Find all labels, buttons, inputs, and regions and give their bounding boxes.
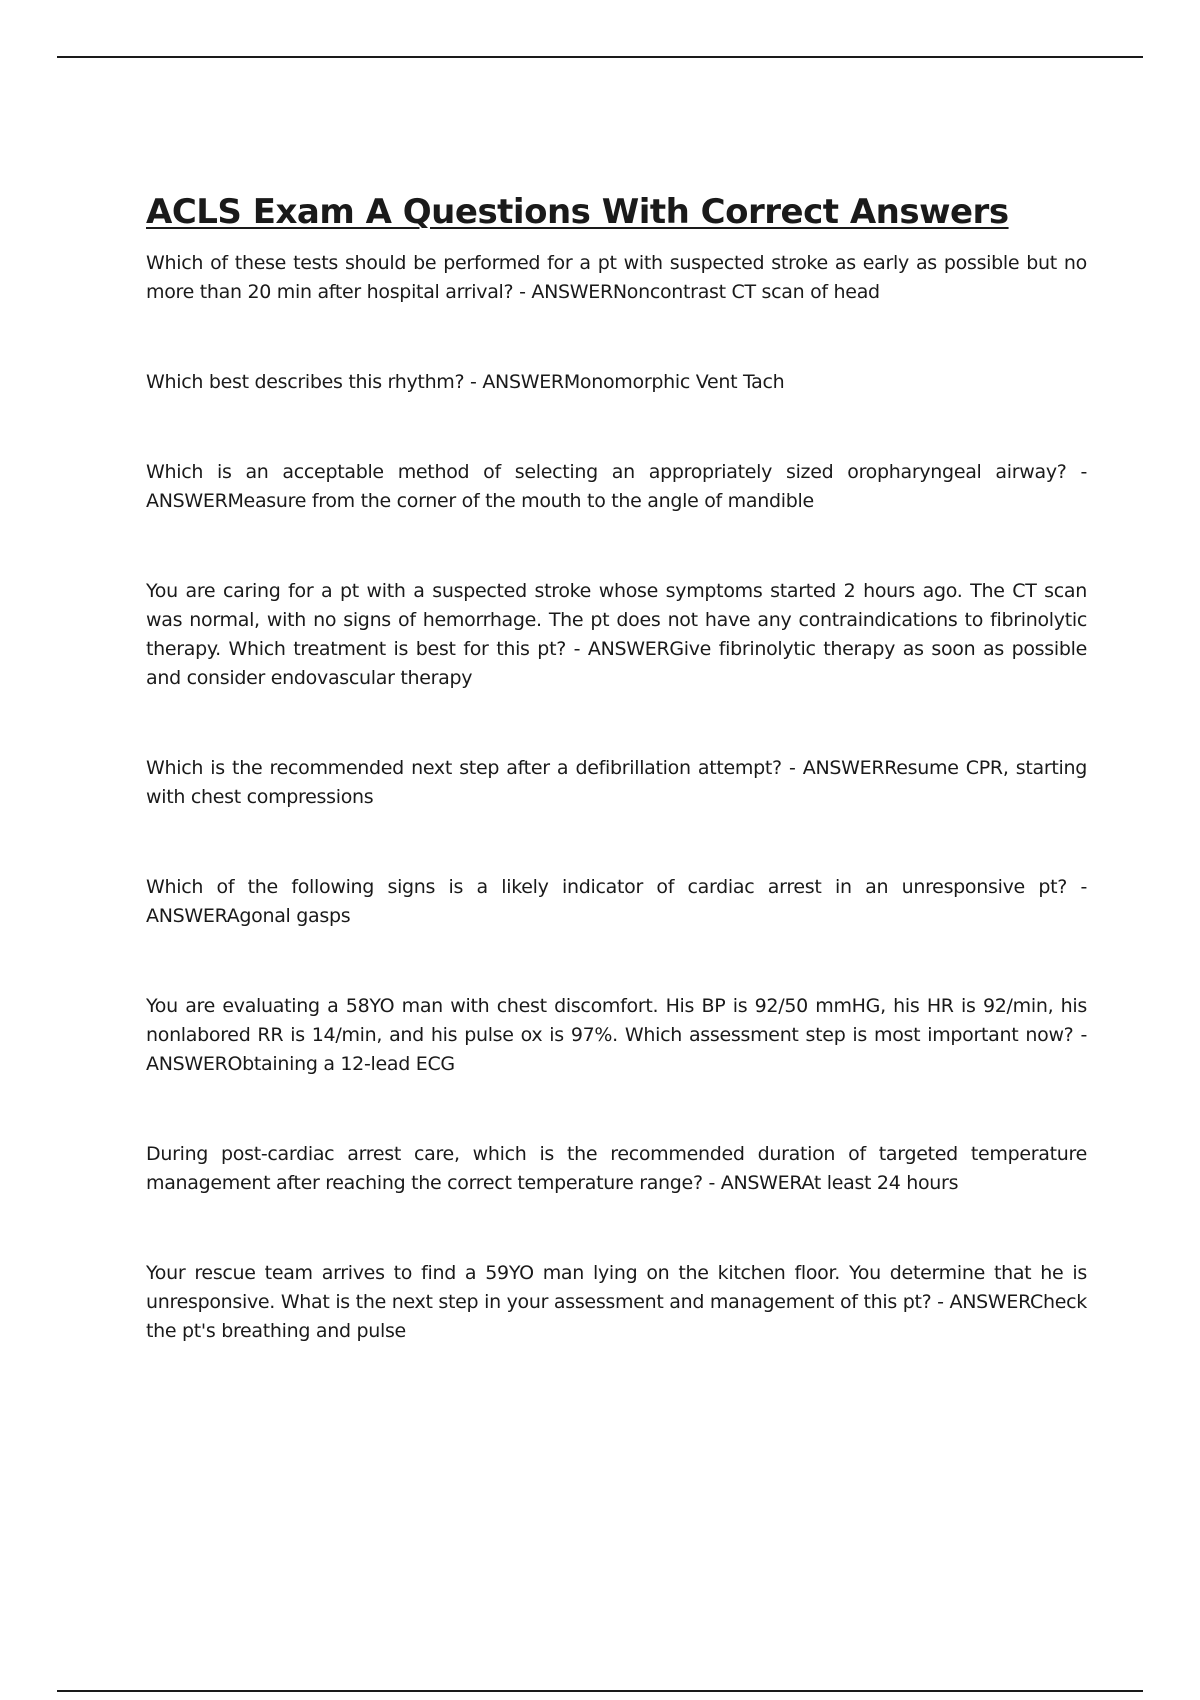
question-text: Which of the following signs is a likely indicator of cardiac arrest in an unresponsive pt? [146, 876, 1068, 898]
question-text: Which is the recommended next step after a defibrillation attempt? [146, 757, 782, 779]
qa-item [146, 754, 1087, 812]
footer-rule [57, 1690, 1143, 1692]
answer-text: ANSWERCheck the pt's breathing and pulse [146, 1291, 1087, 1342]
separator: - [1073, 1024, 1087, 1046]
qa-list [146, 249, 1087, 1346]
answer-text: ANSWERMeasure from the corner of the mouth to the angle of mandible [146, 490, 814, 512]
answer-text: ANSWERGive fibrinolytic therapy as soon as possible and consider endovascular therapy [146, 638, 1087, 689]
question-text: Which best describes this rhythm? [146, 371, 465, 393]
separator: - [702, 1172, 721, 1194]
qa-item [146, 577, 1087, 693]
separator: - [513, 281, 532, 303]
header-rule [57, 56, 1143, 58]
qa-item [146, 992, 1087, 1079]
qa-item [146, 249, 1087, 307]
question-text: Which of these tests should be performed for a pt with suspected stroke as early as possible but no more than 20 min after hospital arrival? [146, 252, 1087, 303]
qa-item [146, 1140, 1087, 1198]
question-text: You are caring for a pt with a suspected stroke whose symptoms started 2 hours ago. The CT scan was normal, with no signs of hemorrhage. The pt does not have any contraindications to fibrinolytic therapy. Which treatment is best for this pt? [146, 580, 1087, 660]
separator: - [1066, 461, 1088, 483]
answer-text: ANSWERAgonal gasps [146, 905, 351, 927]
separator: - [781, 757, 803, 779]
answer-text: ANSWERObtaining a 12-lead ECG [146, 1053, 455, 1075]
answer-text: ANSWERMonomorphic Vent Tach [482, 371, 785, 393]
answer-text: ANSWERNoncontrast CT scan of head [531, 281, 880, 303]
qa-item [146, 873, 1087, 931]
document-body [146, 190, 1087, 1346]
separator: - [566, 638, 588, 660]
question-text: Which is an acceptable method of selecting an appropriately sized oropharyngeal airway? [146, 461, 1067, 483]
answer-text: ANSWERResume CPR, starting with chest compressions [146, 757, 1087, 808]
qa-item [146, 1259, 1087, 1346]
question-text: During post-cardiac arrest care, which is the recommended duration of targeted temperature management after reaching the correct temperature range? [146, 1143, 1087, 1194]
qa-item [146, 368, 1087, 397]
qa-item [146, 458, 1087, 516]
answer-text: ANSWERAt least 24 hours [720, 1172, 959, 1194]
separator: - [464, 371, 483, 393]
question-text: You are evaluating a 58YO man with chest discomfort. His BP is 92/50 mmHG, his HR is 92/min, his nonlabored RR is 14/min, and his pulse ox is 97%. Which assessment step is most important now? [146, 995, 1087, 1046]
question-text: Your rescue team arrives to find a 59YO man lying on the kitchen floor. You determine that he is unresponsive. What is the next step in your assessment and management of this pt? [146, 1262, 1087, 1313]
separator: - [1067, 876, 1088, 898]
document-title: ACLS Exam A Questions With Correct Answers [146, 192, 1009, 232]
separator: - [931, 1291, 950, 1313]
